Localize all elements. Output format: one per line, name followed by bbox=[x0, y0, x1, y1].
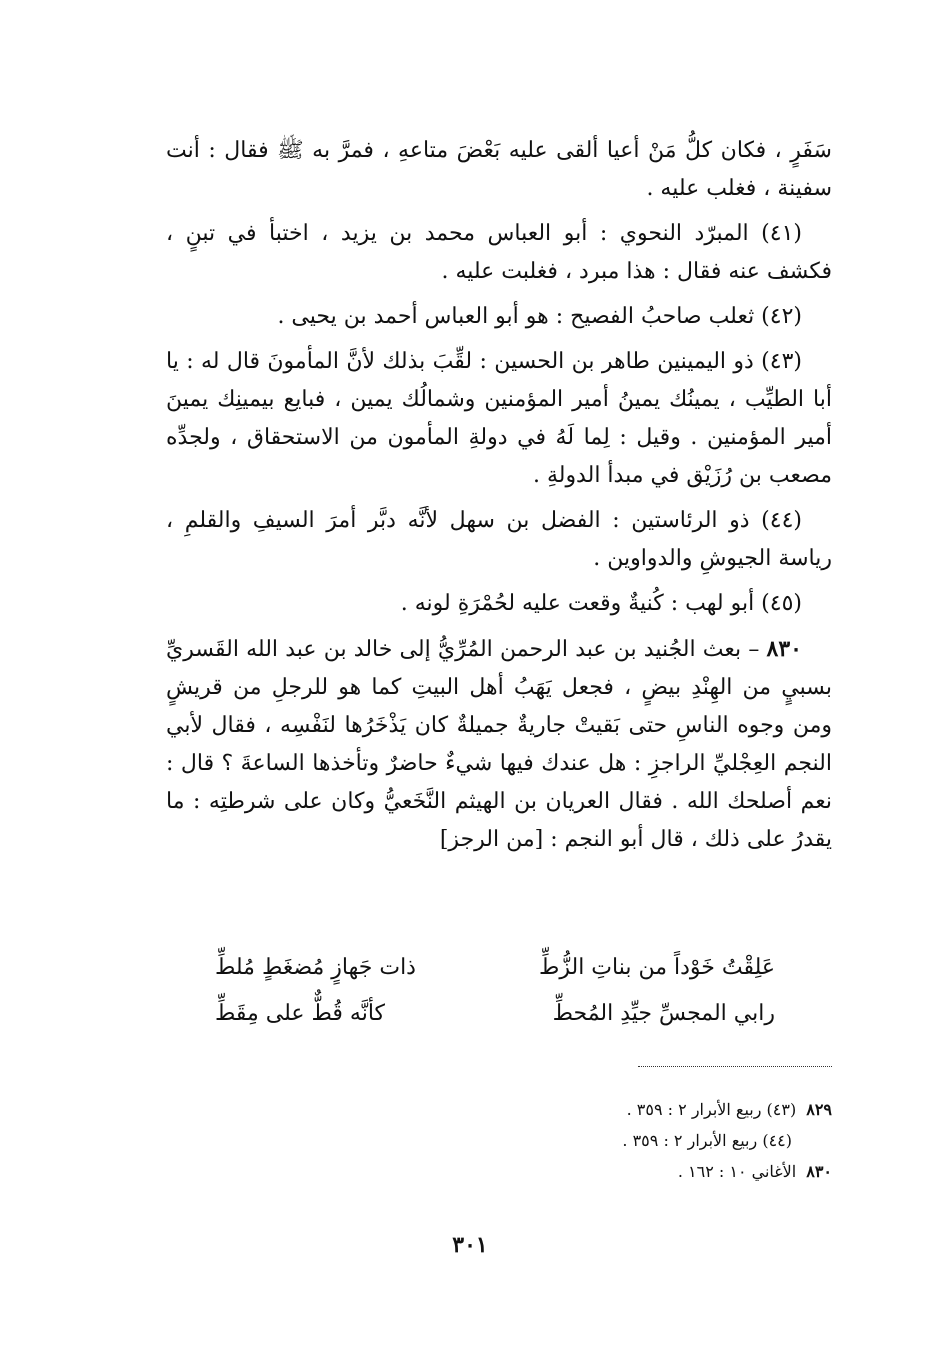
entry-number: ٨٣٠ bbox=[766, 636, 802, 662]
footnote-number: ٨٣٠ bbox=[806, 1162, 832, 1181]
verse-hemistich: رابي المجسِّ جيِّدِ المُحطِّ bbox=[552, 1001, 775, 1026]
verse-hemistich: ذات جَهازٍ مُضغَطٍ مُلطِّ bbox=[215, 955, 416, 980]
verse-hemistich: عَلِقْتُ خَوْداً من بناتِ الزُّطِّ bbox=[539, 955, 775, 980]
main-text bbox=[166, 132, 832, 866]
entry-paragraph bbox=[166, 630, 832, 859]
verse-line bbox=[215, 945, 775, 991]
paragraph: (٤٥) أبو لهب : كُنيةٌ وقعت عليه لحُمْرَةِ لونه . bbox=[400, 591, 802, 616]
footnote-text: (٤٣) ربيع الأبرار ٢ : ٣٥٩ . bbox=[626, 1100, 797, 1119]
footnote-text: الأغاني ١٠ : ١٦٢ . bbox=[677, 1162, 797, 1181]
footnote bbox=[520, 1125, 832, 1156]
paragraph: (٤١) المبرّد النحوي : أبو العباس محمد بن يزيد ، اختبأ في تبنٍ ، فكشف عنه فقال : هذا مبرد ، فغلبت عليه . bbox=[166, 221, 832, 284]
paragraph: (٤٢) ثعلب صاحبُ الفصيح : هو أبو العباس أحمد بن يحيى . bbox=[277, 304, 802, 329]
footnote bbox=[520, 1094, 832, 1125]
footnote-divider bbox=[638, 1066, 832, 1067]
footnote-text: (٤٤) ربيع الأبرار ٢ : ٣٥٩ . bbox=[622, 1131, 792, 1150]
footnote-number: ٨٢٩ bbox=[806, 1100, 832, 1119]
footnotes bbox=[520, 1094, 832, 1187]
poem bbox=[215, 945, 775, 1037]
verse-line bbox=[215, 991, 775, 1037]
page-number: ٣٠١ bbox=[452, 1232, 488, 1258]
paragraph: (٤٤) ذو الرئاستين : الفضل بن سهل لأنَّه دبَّر أمرَ السيفِ والقلمِ ، رياسة الجيوشِ والدواوين . bbox=[166, 508, 832, 571]
verse-hemistich: كأنَّه قُطٌّ على مِقَطِّ bbox=[215, 1001, 386, 1026]
footnote bbox=[520, 1156, 832, 1187]
paragraph: (٤٣) ذو اليمينين طاهر بن الحسين : لقِّبَ بذلك لأنَّ المأمونَ قال له : يا أبا الطيِّب ، يمينُك يمينُ أمير المؤمنين وشمالُك يمين ، فبايع بيمينِك يمينَ أمير المؤمنين . وقيل : لِما لَهُ في دولةِ المأمون من الاستحقاق ، ولجدِّه مصعب بن رُزَيْق في مبدأ الدولةِ . bbox=[166, 349, 832, 488]
entry-text: – بعث الجُنيد بن عبد الرحمن المُرِّيُّ إلى خالد بن عبد الله القَسريِّ بسبيٍ من الهِنْدِ بيضٍ ، فجعل يَهَبُ أهل البيتِ كما هو للرجلِ من قريشٍ ومن وجوه الناسِ حتى بَقيتْ جاريةٌ جميلةٌ كان يَذْخَرُها لنَفْسِه ، فقال لأبي النجم العِجْليِّ الراجزِ : هل عندك فيها شيءٌ حاضرٌ وتأخذها الساعةَ ؟ قال : نعم أصلحك الله . فقال العريان بن الهيثم النَّخَعيُّ وكان على شرطتِه : ما يقدرُ على ذلك ، قال أبو النجم : [من الرجز] bbox=[166, 637, 832, 852]
paragraph: سَفَرٍ ، فكان كلُّ مَنْ أعيا ألقى عليه بَعْضَ متاعهِ ، فمرَّ به ﷺ فقال : أنت سفينة ، فغلب عليه . bbox=[166, 138, 832, 201]
